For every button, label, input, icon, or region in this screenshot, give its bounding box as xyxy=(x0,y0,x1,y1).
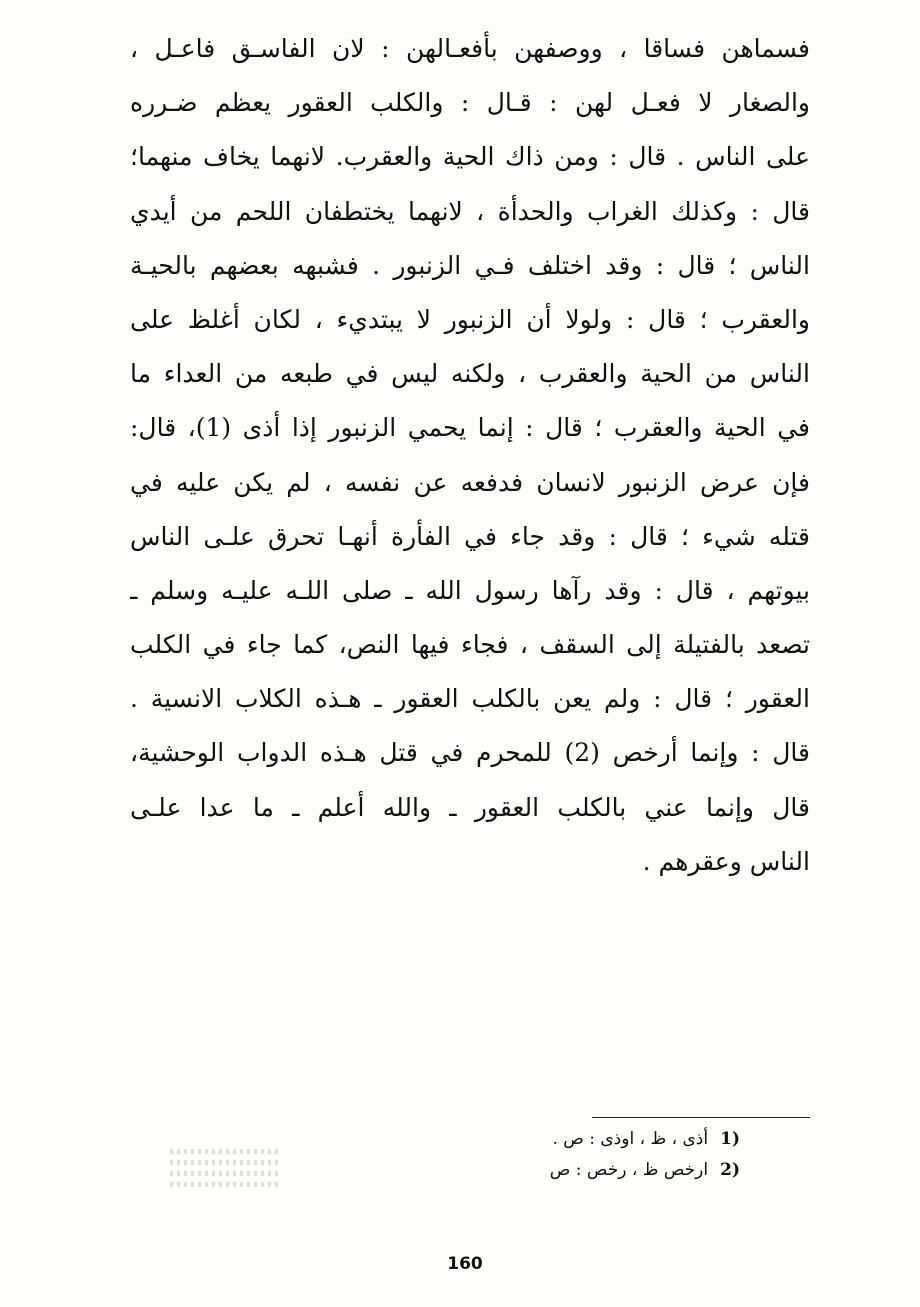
footnote-number: (1 xyxy=(720,1129,740,1149)
text-line: تصعد بالفتيلة إلى السقف ، فجاء فيها النص، كما جاء في الكلب xyxy=(130,630,810,660)
footnote-divider xyxy=(592,1117,810,1118)
footnote-text: ارخص ظ ، رخص : ص xyxy=(549,1160,709,1180)
footnotes xyxy=(480,1124,740,1186)
footnote-2 xyxy=(480,1155,740,1186)
text-line: قال : وكذلك الغراب والحدأة ، لانهما يختطفان اللحم من أيدي xyxy=(130,196,810,226)
footnote-number: (2 xyxy=(720,1160,740,1180)
footnote-1 xyxy=(480,1124,740,1155)
text-line: في الحية والعقرب ؛ قال : إنما يحمي الزنبور إذا أذى (1)، قال: xyxy=(130,413,810,443)
bleed-through-marks xyxy=(170,1143,280,1207)
text-line: قال : وإنما أرخص (2) للمحرم في قتل هـذه الدواب الوحشية، xyxy=(130,738,810,768)
text-line: فإن عرض الزنبور لانسان فدفعه عن نفسه ، لم يكن عليه في xyxy=(130,467,810,497)
text-line: والصغار لا فعـل لهن : قـال : والكلب العقور يعظم ضـرره xyxy=(130,88,810,118)
footnote-text: أذى ، ظ ، اوذى : ص . xyxy=(552,1129,709,1149)
text-line: الناس ؛ قال : وقد اختلف فـي الزنبور . فشبهه بعضهم بالحيـة xyxy=(130,250,810,280)
text-line: قال وإنما عني بالكلب العقور ـ والله أعلم ـ ما عدا علـى xyxy=(130,792,810,822)
text-line: بيوتهم ، قال : وقد رآها رسول الله ـ صلى اللـه عليـه وسلم ـ xyxy=(130,575,810,605)
body-text xyxy=(130,22,810,889)
text-line: قتله شيء ؛ قال : وقد جاء في الفأرة أنهـا تحرق علـى الناس xyxy=(130,521,810,551)
text-line: فسماهن فساقا ، ووصفهن بأفعـالهن : لان الفاسـق فاعـل ، xyxy=(130,34,810,63)
page-number: 160 xyxy=(447,1254,483,1274)
text-line: على الناس . قال : ومن ذاك الحية والعقرب. لانهما يخاف منهما؛ xyxy=(130,142,810,172)
text-line-last: الناس وعقرهم . xyxy=(642,846,810,876)
text-line: العقور ؛ قال : ولم يعن بالكلب العقور ـ هـذه الكلاب الانسية . xyxy=(130,684,810,714)
text-line: الناس من الحية والعقرب ، ولكنه ليس في طبعه من العداء ما xyxy=(130,359,810,389)
text-line: والعقرب ؛ قال : ولولا أن الزنبور لا يبتديء ، لكان أغلظ على xyxy=(130,304,810,334)
